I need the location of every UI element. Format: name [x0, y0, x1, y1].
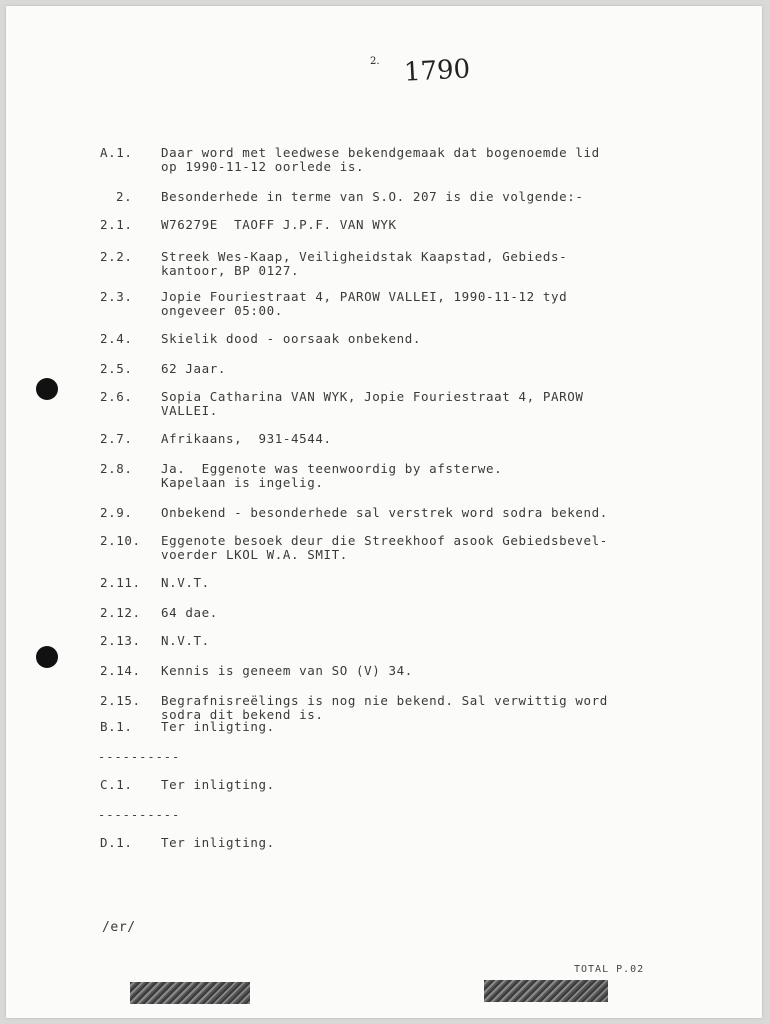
item-number: D.1.	[100, 835, 133, 850]
item-number: 2.5.	[100, 361, 133, 376]
page-mark: 2.	[370, 56, 380, 67]
item-number: 2.4.	[100, 331, 133, 346]
item-text-line: op 1990-11-12 oorlede is.	[161, 159, 365, 174]
item-text-line: Sopia Catharina VAN WYK, Jopie Fouriestraat 4, PAROW	[161, 389, 584, 404]
total-pages: TOTAL P.02	[574, 964, 645, 975]
item-text-line: sodra dit bekend is.	[161, 707, 324, 722]
redaction-mark	[130, 982, 250, 1004]
item-text-line: ongeveer 05:00.	[161, 303, 283, 318]
item-number: 2.9.	[100, 505, 133, 520]
item-number: 2.14.	[100, 663, 141, 678]
handwritten-file-number: 1790	[403, 54, 471, 88]
item-text-line: Skielik dood - oorsaak onbekend.	[161, 331, 422, 346]
item-text-line: 64 dae.	[161, 605, 218, 620]
item-text-line: N.V.T.	[161, 575, 210, 590]
punch-hole	[36, 646, 58, 668]
item-text-line: Ter inligting.	[161, 835, 275, 850]
punch-hole	[36, 378, 58, 400]
separator-line: ----------	[98, 750, 181, 764]
document-page	[6, 6, 762, 1018]
item-number: 2.11.	[100, 575, 141, 590]
item-number: 2.6.	[100, 389, 133, 404]
item-text-line: Streek Wes-Kaap, Veiligheidstak Kaapstad, Gebieds-	[161, 249, 568, 264]
item-number: 2.12.	[100, 605, 141, 620]
item-number: B.1.	[100, 719, 133, 734]
item-text-line: Kapelaan is ingelig.	[161, 475, 324, 490]
item-text-line: Begrafnisreëlings is nog nie bekend. Sal verwittig word	[161, 693, 608, 708]
redaction-mark	[484, 980, 608, 1002]
item-number: 2.10.	[100, 533, 141, 548]
item-text-line: voerder LKOL W.A. SMIT.	[161, 547, 348, 562]
item-text-line: VALLEI.	[161, 403, 218, 418]
item-number: 2.	[116, 189, 133, 204]
item-text-line: Kennis is geneem van SO (V) 34.	[161, 663, 413, 678]
item-number: 2.13.	[100, 633, 141, 648]
item-number: C.1.	[100, 777, 133, 792]
separator-line: ----------	[98, 808, 181, 822]
item-number: 2.15.	[100, 693, 141, 708]
item-text-line: Afrikaans, 931-4544.	[161, 431, 332, 446]
item-number: 2.1.	[100, 217, 133, 232]
item-text-line: Eggenote besoek deur die Streekhoof asook Gebiedsbevel-	[161, 533, 608, 548]
item-number: A.1.	[100, 145, 133, 160]
typist-initials: /er/	[102, 920, 136, 935]
item-text-line: W76279E TAOFF J.P.F. VAN WYK	[161, 217, 397, 232]
item-text-line: Ja. Eggenote was teenwoordig by afsterwe.	[161, 461, 503, 476]
item-text-line: N.V.T.	[161, 633, 210, 648]
item-number: 2.2.	[100, 249, 133, 264]
item-text-line: 62 Jaar.	[161, 361, 227, 376]
item-text-line: Ter inligting.	[161, 777, 275, 792]
item-number: 2.3.	[100, 289, 133, 304]
item-text-line: Daar word met leedwese bekendgemaak dat bogenoemde lid	[161, 145, 600, 160]
item-number: 2.8.	[100, 461, 133, 476]
item-text-line: kantoor, BP 0127.	[161, 263, 300, 278]
item-text-line: Besonderhede in terme van S.O. 207 is die volgende:-	[161, 189, 584, 204]
item-text-line: Jopie Fouriestraat 4, PAROW VALLEI, 1990-11-12 tyd	[161, 289, 568, 304]
item-text-line: Onbekend - besonderhede sal verstrek word sodra bekend.	[161, 505, 608, 520]
item-text-line: Ter inligting.	[161, 719, 275, 734]
item-number: 2.7.	[100, 431, 133, 446]
